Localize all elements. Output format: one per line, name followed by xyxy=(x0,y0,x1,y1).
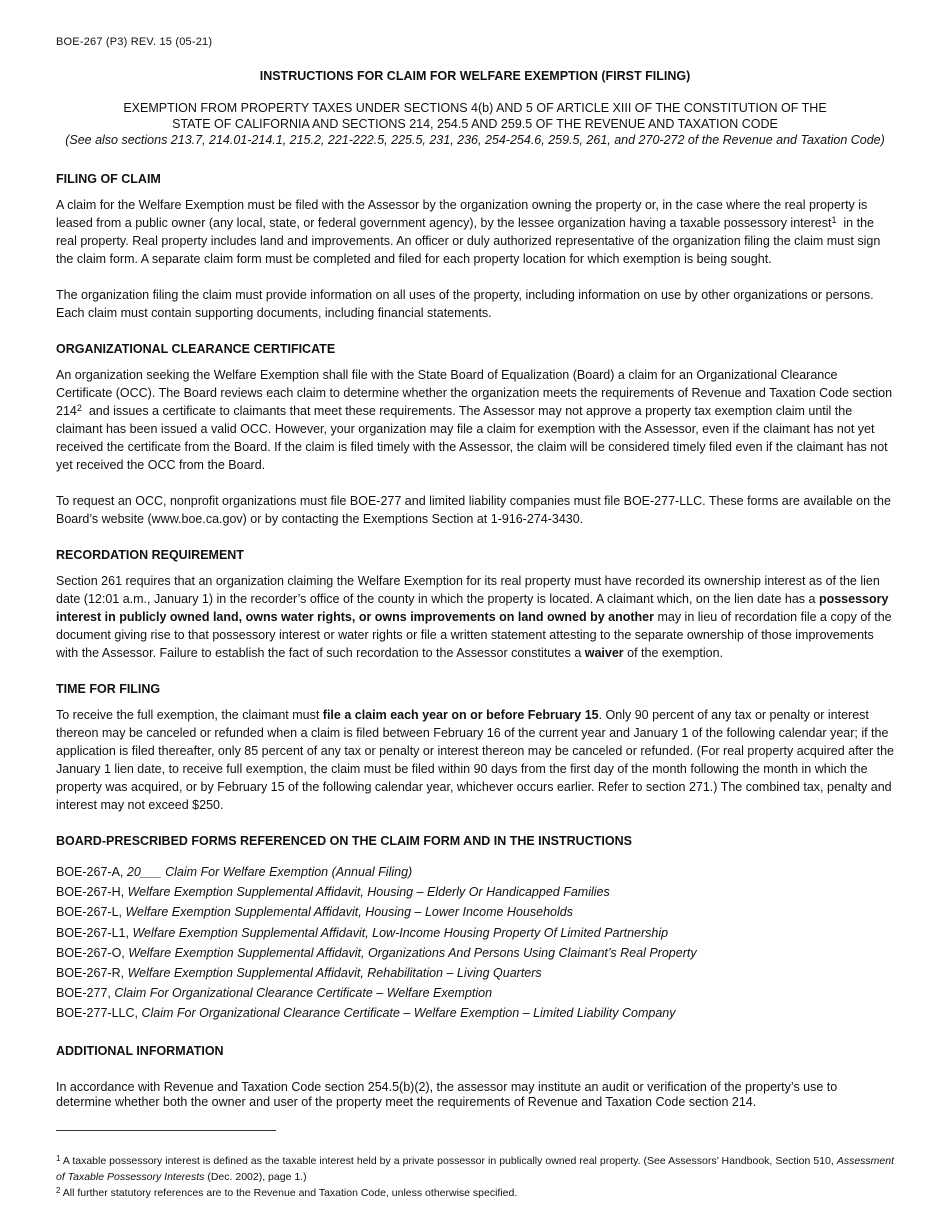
list-item xyxy=(56,963,896,983)
recordation-text-b: may in lieu of recordation file a copy of the document giving rise to that possessory interest or water rights or file a written statement attesting to the separate ownership of those improvements with the Assessor. Failure to establish the fact of such recordation to the Assessor constitutes a xyxy=(56,610,892,660)
time-text-a: To receive the full exemption, the claimant must xyxy=(56,708,323,722)
footnote-2 xyxy=(56,1185,894,1201)
list-item xyxy=(56,902,896,922)
form-code: BOE-277, xyxy=(56,986,115,1001)
form-title: Welfare Exemption Supplemental Affidavit, Housing – Elderly Or Handicapped Families xyxy=(127,885,610,900)
additional-section xyxy=(56,1042,896,1110)
footnote-ref-1: 1 xyxy=(831,215,837,225)
footnote-1-text-a: A taxable possessory interest is defined as the taxable interest held by a private possessor in publically owned real property. (See Assessors’ Handbook, Section 510, xyxy=(60,1155,837,1167)
time-heading: TIME FOR FILING xyxy=(56,682,161,696)
footnote-1 xyxy=(56,1153,894,1185)
form-title: Claim For Organizational Clearance Certificate – Welfare Exemption xyxy=(114,986,493,1001)
subtitle-line-1: EXEMPTION FROM PROPERTY TAXES UNDER SECTIONS 4(b) AND 5 OF ARTICLE XIII OF THE CONSTITUTION OF THE xyxy=(123,101,827,115)
list-item xyxy=(56,862,896,882)
recordation-heading: RECORDATION REQUIREMENT xyxy=(56,548,244,562)
form-code: BOE-267-L, xyxy=(56,905,126,920)
additional-paragraph: In accordance with Revenue and Taxation Code section 254.5(b)(2), the assessor may institute an audit or verification of the property’s use to determine whether both the owner and user of the property meet the requirements of Revenue and Taxation Code section 214. xyxy=(56,1079,838,1109)
time-paragraph xyxy=(56,706,896,814)
form-title: Welfare Exemption Supplemental Affidavit, Organizations And Persons Using Claimant’s Real Property xyxy=(128,945,697,960)
footnote-ref-2: 2 xyxy=(76,403,82,413)
occ-heading: ORGANIZATIONAL CLEARANCE CERTIFICATE xyxy=(56,342,336,356)
footnote-2-number: 2 xyxy=(56,1186,61,1195)
subtitle-line-2: STATE OF CALIFORNIA AND SECTIONS 214, 254.5 AND 259.5 OF THE REVENUE AND TAXATION CODE xyxy=(172,117,778,131)
form-title: Welfare Exemption Supplemental Affidavit, Housing – Lower Income Households xyxy=(125,905,573,920)
time-bold: file a claim each year on or before February 15 xyxy=(322,708,599,722)
time-text-b: . Only 90 percent of any tax or penalty or interest thereon may be canceled or refunded when a claim is filed between February 16 of the current year and January 1 of the following calendar year; if the application is filed thereafter, only 85 percent of any tax or penalty or interest thereon may be canceled or refunded. (For real property acquired after the January 1 lien date, to receive full exemption, the claim must be filed within 90 days from the first day of the month following the month in which the property was acquired, or by February 15 of the following calendar year, whichever occurs earlier. Refer to section 271.) The combined tax, penalty and interest may not exceed $250. xyxy=(56,708,894,812)
footnotes xyxy=(56,1153,894,1201)
list-item xyxy=(56,943,896,963)
filing-heading: FILING OF CLAIM xyxy=(56,172,161,186)
form-code: BOE-267-O, xyxy=(56,945,129,960)
page-title: INSTRUCTIONS FOR CLAIM FOR WELFARE EXEMPTION (FIRST FILING) xyxy=(259,69,691,83)
additional-heading: ADDITIONAL INFORMATION xyxy=(56,1043,224,1058)
footnote-1-text-b: (Dec. 2002), page 1.) xyxy=(204,1171,307,1183)
section-references: (See also sections 213.7, 214.01-214.1, 215.2, 221-222.5, 225.5, 231, 236, 254-254.6, 259.5, 261, and 270-272 of the Revenue and Taxation Code) xyxy=(65,133,885,147)
footnote-divider xyxy=(56,1130,276,1131)
form-title: Claim For Organizational Clearance Certificate – Welfare Exemption – Limited Liability Company xyxy=(141,1006,676,1021)
recordation-bold-2: waiver xyxy=(584,646,624,660)
filing-p1-text-b: in the real property. Real property includes land and improvements. An officer or duly authorized representative of the organization filing the claim must sign the claim form. A separate claim form must be completed and filed for each property location for which exemption is being sought. xyxy=(56,216,884,266)
form-title: 20___ Claim For Welfare Exemption (Annual Filing) xyxy=(126,865,413,879)
footnote-2-text: All further statutory references are to the Revenue and Taxation Code, unless otherwise specified. xyxy=(60,1187,518,1199)
occ-p1-text-b: and issues a certificate to claimants that meet these requirements. The Assessor may not approve a property tax exemption claim until the claimant has been issued a valid OCC. However, your organization may file a claim for exemption with the Assessor, even if the claimant has not yet received the certificate from the Board. If the claim is filed timely with the Assessor, the claim will be considered timely filed even if the claimant has not yet received the OCC from the Board. xyxy=(56,404,892,472)
recordation-bold-1: possessory interest in publicly owned land, owns water rights, or owns improvements on land owned by another xyxy=(56,592,889,624)
filing-section xyxy=(56,170,896,322)
page-subtitle xyxy=(0,100,950,132)
occ-paragraph-1 xyxy=(56,366,896,474)
filing-paragraph-1 xyxy=(56,196,896,268)
forms-section xyxy=(56,832,896,1024)
instructions-body xyxy=(56,170,896,1128)
occ-section xyxy=(56,340,896,528)
form-id: BOE-267 (P3) REV. 15 (05-21) xyxy=(56,36,213,48)
form-title: Welfare Exemption Supplemental Affidavit, Rehabilitation – Living Quarters xyxy=(127,966,542,981)
list-item xyxy=(56,1003,896,1023)
recordation-section xyxy=(56,546,896,662)
list-item xyxy=(56,923,896,943)
time-section xyxy=(56,680,896,814)
occ-paragraph-2: To request an OCC, nonprofit organizations must file BOE-277 and limited liability companies must file BOE-277-LLC. These forms are available on the Board’s website (www.boe.ca.gov) or by contacting the Exemptions Section at 1-916-274-3430. xyxy=(56,494,891,526)
form-code: BOE-267-L1, xyxy=(56,925,133,940)
recordation-text-a: Section 261 requires that an organization claiming the Welfare Exemption for its real property must have recorded its ownership interest as of the lien date (12:01 a.m., January 1) in the recorder’s office of the county in which the property is located. A claimant which, on the lien date has a xyxy=(56,574,880,606)
filing-paragraph-2: The organization filing the claim must provide information on all uses of the property, including information on use by other organizations or persons. Each claim must contain supporting documents, including financial statements. xyxy=(56,288,874,320)
footnote-1-number: 1 xyxy=(56,1154,61,1163)
form-code: BOE-267-A, xyxy=(56,865,127,879)
form-code: BOE-267-H, xyxy=(56,885,128,900)
footnote-1-italic: Assessment of Taxable Possessory Interests xyxy=(56,1155,894,1183)
forms-list xyxy=(56,862,896,1024)
recordation-paragraph xyxy=(56,572,896,662)
list-item xyxy=(56,882,896,902)
form-title: Welfare Exemption Supplemental Affidavit, Low-Income Housing Property Of Limited Partnership xyxy=(132,925,669,940)
form-code: BOE-277-LLC, xyxy=(56,1006,142,1021)
list-item xyxy=(56,983,896,1003)
form-code: BOE-267-R, xyxy=(56,966,128,981)
occ-p1-text-a: An organization seeking the Welfare Exemption shall file with the State Board of Equalization (Board) a claim for an Organizational Clearance Certificate (OCC). The Board reviews each claim to determine whether the organization meets the requirements of Revenue and Taxation Code section 214 xyxy=(56,368,893,418)
forms-heading: BOARD-PRESCRIBED FORMS REFERENCED ON THE CLAIM FORM AND IN THE INSTRUCTIONS xyxy=(56,834,632,848)
filing-p1-text-a: A claim for the Welfare Exemption must be filed with the Assessor by the organization owning the property or, in the case where the real property is leased from a public owner (any local, state, or federal government agency), by the lessee organization having a taxable possessory interest xyxy=(56,198,868,230)
recordation-text-c: of the exemption. xyxy=(623,646,724,660)
